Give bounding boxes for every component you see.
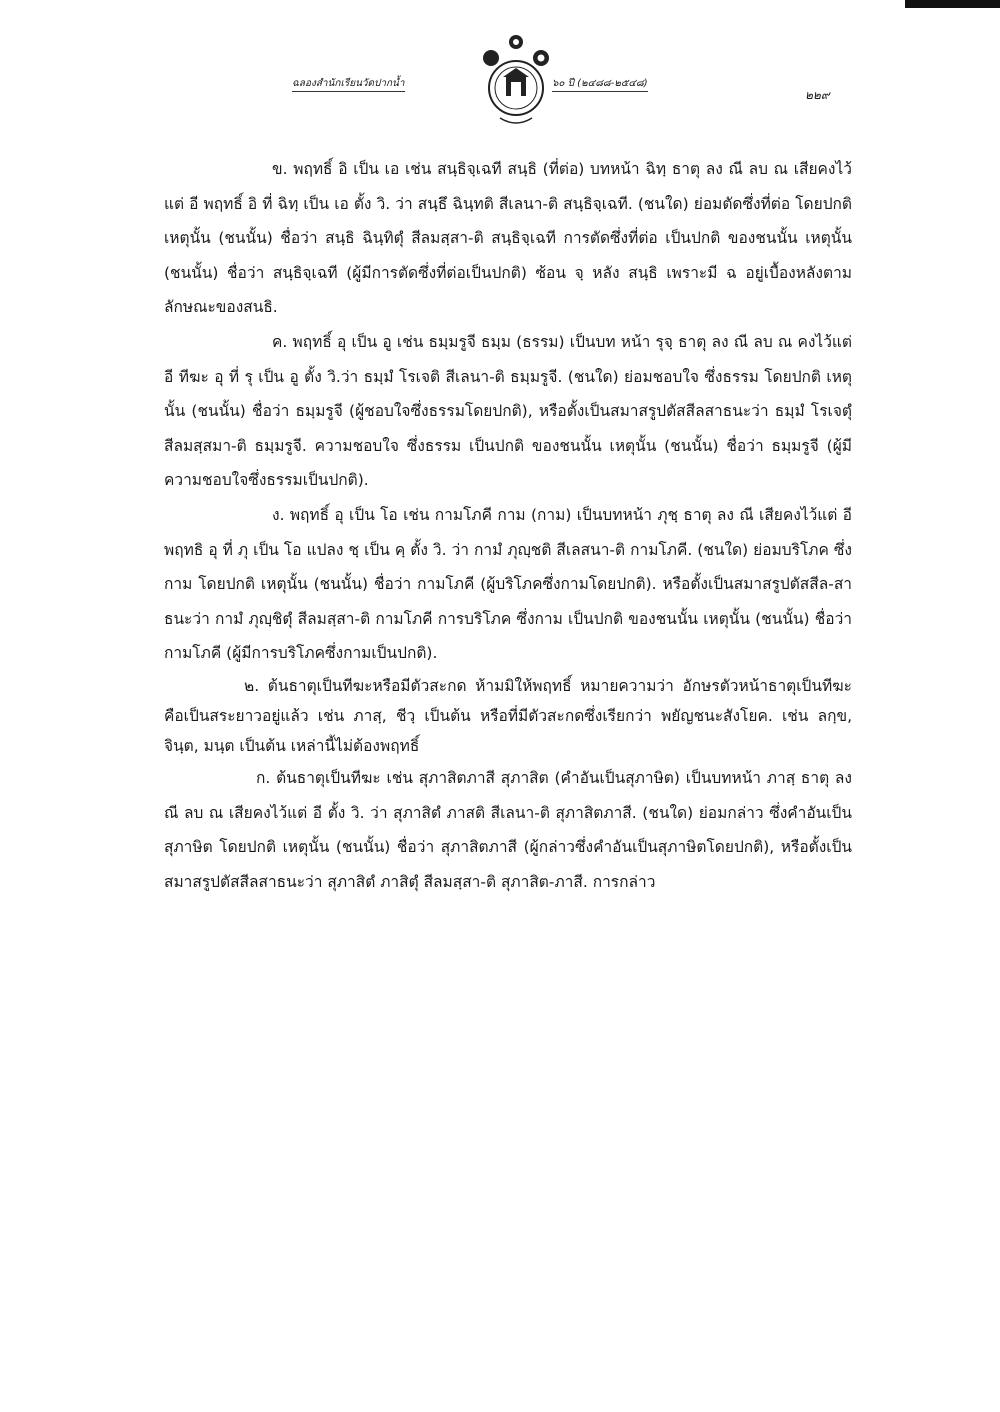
paragraph-kho: ข. พฤทธิ์ อิ เป็น เอ เช่น สนฺธิจฺเฉที สนฺธิ (ที่ต่อ) บทหน้า ฉิทฺ ธาตุ ลง ณี ลบ ณ เสียคงไว้แต่ อี พฤทธิ์ อิ ที่ ฉิทฺ เป็น เอ ตั้ง วิ. ว่า สนฺธึ ฉินฺทติ สีเลนา-ติ สนฺธิจฺเฉที. (ชนใด) ย่อมตัดซึ่งที่ต่อ โดยปกติ เหตุนั้น (ชนนั้น) ชื่อว่า สนฺธิ ฉินฺทิตุํ สีลมสฺสา-ติ สนฺธิจฺเฉที การตัดซึ่งที่ต่อ เป็นปกติ ของชนนั้น เหตุนั้น (ชนนั้น) ชื่อว่า สนฺธิจฺเฉที (ผู้มีการตัดซึ่งที่ต่อเป็นปกติ) ซ้อน จฺ หลัง สนฺธิ เพราะมี ฉ อยู่เบื้องหลังตามลักษณะของสนธิ.	[164, 160, 852, 317]
page-number: ๒๒๙	[805, 88, 830, 102]
section-heading-2: ๒. ต้นธาตุเป็นทีฆะหรือมีตัวสะกด ห้ามมิให้พฤทธิ์ หมายความว่า อักษรตัวหน้าธาตุเป็นทีฆะ คือเป็นสระยาวอยู่แล้ว เช่น ภาสฺ, ชีวฺ เป็นต้น หรือที่มีตัวสะกดซึ่งเรียกว่า พยัญชนะสังโยค. เช่น ลกฺข, จินฺต, มนฺต เป็นต้น เหล่านี้ไม่ต้องพฤทธิ์	[164, 676, 852, 755]
body-text	[164, 152, 852, 899]
header-right-title: ๖๐ ปี (๒๔๘๘-๒๕๔๘)	[552, 76, 648, 92]
paragraph-ngo: ง. พฤทธิ์ อุ เป็น โอ เช่น กามโภคี กาม (กาม) เป็นบทหน้า ภุชฺ ธาตุ ลง ณี เสียคงไว้แต่ อี พฤทธิ อุ ที่ ภุ เป็น โอ แปลง ชฺ เป็น คฺ ตั้ง วิ. ว่า กามํ ภุญฺชติ สีเลสนา-ติ กามโภคี. (ชนใด) ย่อมบริโภค ซึ่งกาม โดยปกติ เหตุนั้น (ชนนั้น) ชื่อว่า กามโภคี (ผู้บริโภคซึ่งกามโดยปกติ). หรือตั้งเป็นสมาสรูปตัสสีล-สาธนะว่า กามํ ภุญฺชิตุํ สีลมสฺสา-ติ กามโภคี การบริโภค ซึ่งกาม เป็นปกติ ของชนนั้น เหตุนั้น (ชนนั้น) ชื่อว่า กามโภคี (ผู้มีการบริโภคซึ่งกามเป็นปกติ).	[164, 505, 852, 663]
paragraph-ko: ก. ต้นธาตุเป็นทีฆะ เช่น สุภาสิตภาสี สุภาสิต (คำอันเป็นสุภาษิต) เป็นบทหน้า ภาสฺ ธาตุ ลง ณี ลบ ณ เสียคงไว้แต่ อี ตั้ง วิ. ว่า สุภาสิตํ ภาสติ สีเลนา-ติ สุภาสิตภาสี. (ชนใด) ย่อมกล่าว ซึ่งคำอันเป็นสุภาษิต โดยปกติ เหตุนั้น (ชนนั้น) ชื่อว่า สุภาสิตภาสี (ผู้กล่าวซึ่งคำอันเป็นสุภาษิตโดยปกติ), หรือตั้งเป็นสมาสรูปตัสสีลสาธนะว่า สุภาสิตํ ภาสิตุํ สีลมสฺสา-ติ สุภาสิต-ภาสี. การกล่าว	[164, 768, 852, 891]
header-left-title: ฉลองสำนักเรียนวัดปากน้ำ	[292, 76, 405, 92]
emblem-icon	[475, 30, 557, 130]
page-header	[270, 30, 880, 130]
paragraph-kho-kwai: ค. พฤทธิ์ อุ เป็น อู เช่น ธมฺมรูจี ธมฺม (ธรรม) เป็นบท หน้า รุจฺ ธาตุ ลง ณี ลบ ณ คงไว้แต่ อี ทีฆะ อุ ที่ รุ เป็น อู ตั้ง วิ.ว่า ธมฺมํ โรเจติ สีเลนา-ติ ธมฺมรูจี. (ชนใด) ย่อมชอบใจ ซึ่งธรรม โดยปกติ เหตุนั้น (ชนนั้น) ชื่อว่า ธมฺมรูจี (ผู้ชอบใจซึ่งธรรมโดยปกติ), หรือตั้งเป็นสมาสรูปตัสสีลสาธนะว่า ธมฺมํ โรเจตุํ สีลมสฺสมา-ติ ธมฺมรูจี. ความชอบใจ ซึ่งธรรม เป็นปกติ ของชนนั้น เหตุนั้น (ชนนั้น) ชื่อว่า ธมฺมรูจี (ผู้มีความชอบใจซึ่งธรรมเป็นปกติ).	[164, 332, 852, 490]
scan-corner-mark	[905, 0, 1000, 8]
